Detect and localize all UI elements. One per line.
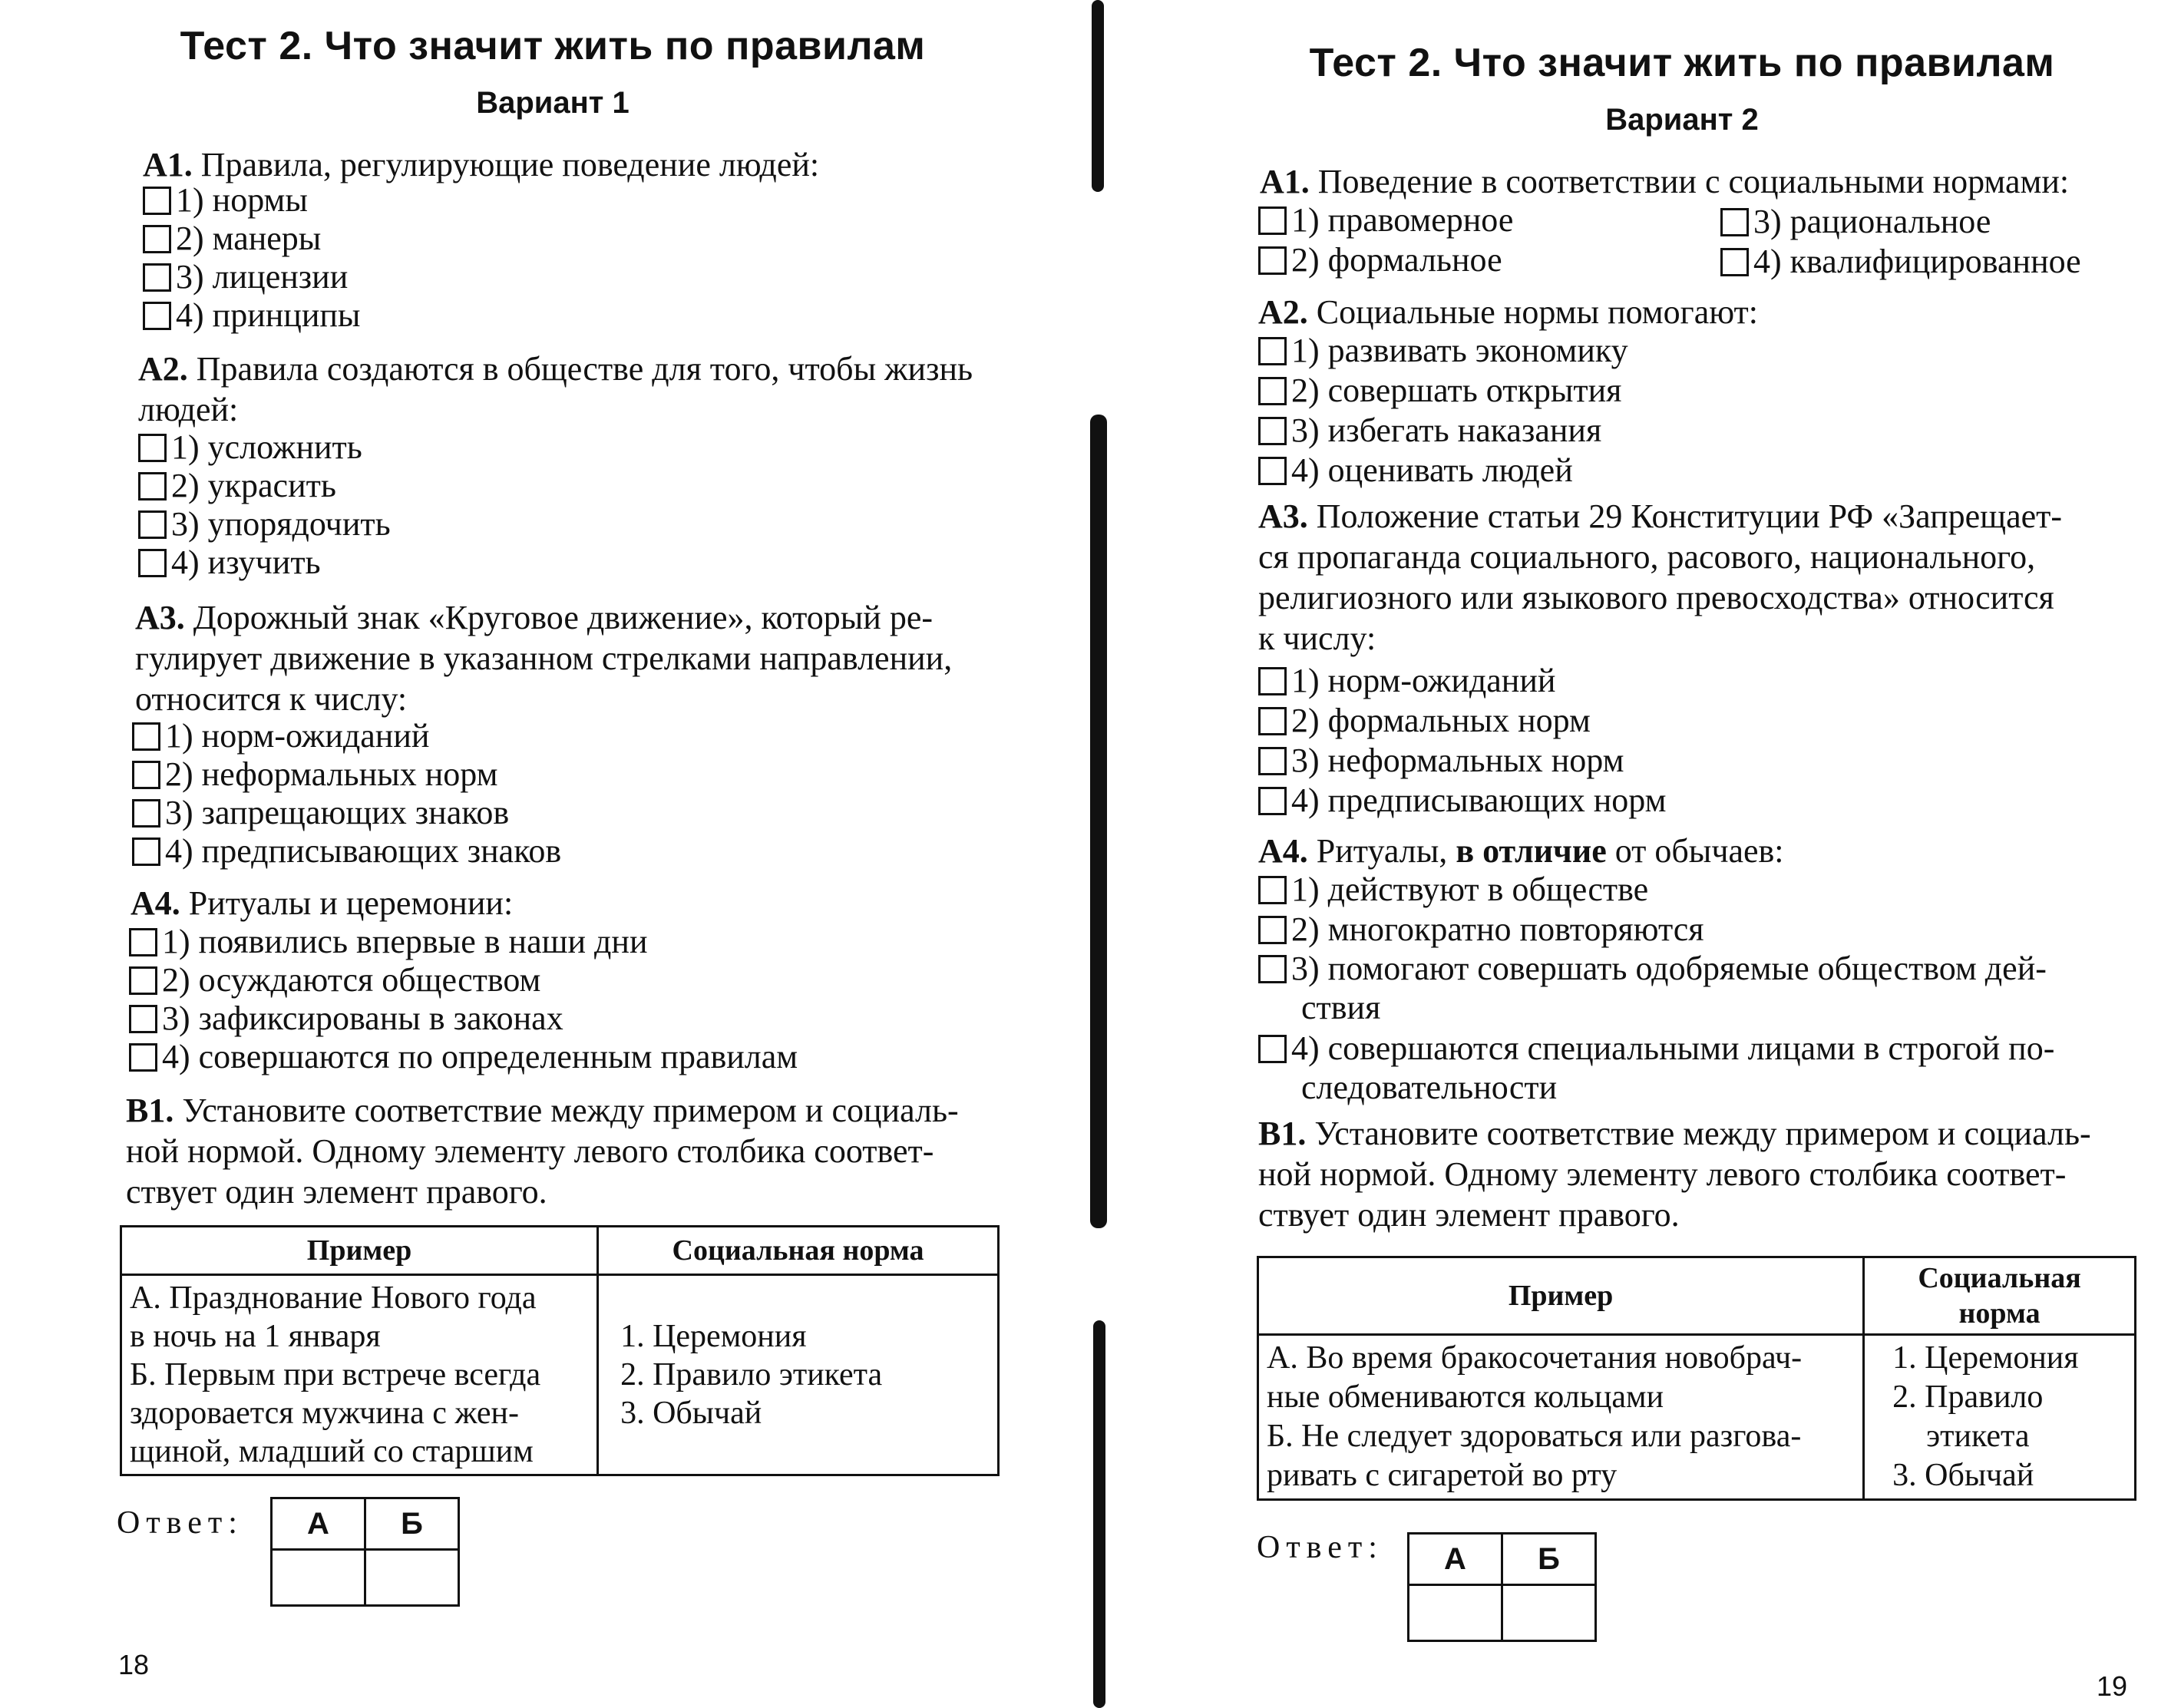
option-checkbox[interactable]: 1) нормы (143, 181, 308, 220)
answer-input-cell[interactable] (272, 1550, 365, 1606)
checkbox-square[interactable] (138, 510, 167, 539)
option-checkbox[interactable]: 4) совершаются по определенным правилам (129, 1038, 798, 1076)
checkbox-square[interactable] (1258, 1035, 1287, 1063)
answer-grid (1407, 1532, 1597, 1642)
variant-heading: Вариант 1 (476, 86, 630, 120)
question-b1: В1. Установите соответствие между примером и социаль- ной нормой. Одному элементу левого столбика соответ- ствует один элемент правого. (1258, 1115, 2091, 1234)
option-checkbox[interactable]: 1) действуют в обществе (1258, 871, 1648, 909)
answer-col-header: Б (1502, 1534, 1596, 1585)
answer-grid (270, 1497, 460, 1607)
page-number: 18 (118, 1649, 150, 1680)
option-checkbox[interactable]: 2) осуждаются обществом (129, 961, 540, 999)
answer-col-header: А (1409, 1534, 1502, 1585)
option-checkbox[interactable]: 4) принципы (143, 296, 361, 335)
page-left (0, 0, 1090, 1708)
checkbox-square[interactable] (129, 928, 157, 956)
answer-col-header: Б (365, 1498, 459, 1550)
checkbox-square[interactable] (1258, 206, 1287, 235)
variant-heading: Вариант 2 (1605, 103, 1759, 137)
checkbox-square[interactable] (1258, 787, 1287, 815)
option-checkbox[interactable]: 2) украсить (138, 467, 336, 505)
checkbox-square[interactable] (138, 434, 167, 462)
option-checkbox[interactable]: 1) норм-ожиданий (132, 717, 429, 755)
question-b1: В1. Установите соответствие между примером и социаль- ной нормой. Одному элементу левого столбика соответ- ствует один элемент правого. (126, 1092, 959, 1211)
option-checkbox[interactable]: 1) усложнить (138, 428, 362, 467)
question-a3: А3. Положение статьи 29 Конституции РФ «Запрещает- ся пропаганда социального, расового, национального, религиозного или языкового превосходства» относится к числу: (1258, 497, 2063, 657)
answer-input-cell[interactable] (1502, 1585, 1596, 1641)
checkbox-square[interactable] (1258, 955, 1287, 983)
option-checkbox[interactable]: 3) помогают совершать одобряемые обществом дей- ствия (1258, 949, 2047, 1027)
option-checkbox[interactable]: 4) изучить (138, 543, 321, 582)
option-checkbox[interactable]: 4) оценивать людей (1258, 451, 1573, 490)
question-a1: А1. Поведение в соответствии с социальными нормами: (1260, 163, 2070, 200)
checkbox-square[interactable] (138, 549, 167, 577)
option-checkbox[interactable]: 3) неформальных норм (1258, 742, 1624, 780)
checkbox-square[interactable] (129, 1005, 157, 1033)
question-a4: А4. Ритуалы, в отличие от обычаев: (1258, 832, 1784, 870)
page-right (1091, 0, 2181, 1708)
checkbox-square[interactable] (1258, 246, 1287, 275)
option-checkbox[interactable]: 4) предписывающих знаков (132, 832, 561, 871)
option-checkbox[interactable]: 2) многократно повторяются (1258, 910, 1703, 949)
checkbox-square[interactable] (129, 1043, 157, 1072)
answer-col-header: А (272, 1498, 365, 1550)
option-checkbox[interactable]: 1) правомерное (1258, 201, 1513, 240)
option-checkbox[interactable]: 1) развивать экономику (1258, 332, 1628, 370)
checkbox-square[interactable] (132, 799, 160, 828)
checkbox-square[interactable] (1258, 337, 1287, 365)
checkbox-square[interactable] (1258, 667, 1287, 695)
option-checkbox[interactable]: 3) зафиксированы в законах (129, 999, 563, 1038)
option-checkbox[interactable]: 3) запрещающих знаков (132, 794, 509, 832)
option-checkbox[interactable]: 3) избегать наказания (1258, 411, 1601, 450)
checkbox-square[interactable] (143, 225, 171, 253)
checkbox-square[interactable] (143, 187, 171, 215)
checkbox-square[interactable] (1258, 876, 1287, 904)
option-checkbox[interactable]: 4) предписывающих норм (1258, 781, 1666, 820)
question-a4: А4. Ритуалы и церемонии: (131, 884, 514, 922)
checkbox-square[interactable] (132, 837, 160, 866)
table-header-norm: Социальная норма (1864, 1257, 2136, 1335)
option-checkbox[interactable]: 3) упорядочить (138, 505, 391, 543)
question-a3: А3. Дорожный знак «Круговое движение», который ре- гулирует движение в указанном стрелками направлении, относится к числу: (135, 599, 953, 718)
checkbox-square[interactable] (132, 761, 160, 789)
table-header-norm: Социальная норма (598, 1227, 999, 1275)
checkbox-square[interactable] (143, 263, 171, 292)
checkbox-square[interactable] (143, 302, 171, 330)
option-checkbox[interactable]: 2) формальных норм (1258, 702, 1591, 740)
option-checkbox[interactable]: 2) неформальных норм (132, 755, 497, 794)
option-checkbox[interactable]: 1) норм-ожиданий (1258, 662, 1555, 700)
option-checkbox[interactable]: 2) формальное (1258, 241, 1502, 279)
table-header-example: Пример (121, 1227, 598, 1275)
checkbox-square[interactable] (1258, 747, 1287, 775)
matching-table (1257, 1256, 2136, 1501)
checkbox-square[interactable] (1258, 417, 1287, 445)
table-cell-norms: 1. Церемония 2. Правило этикета 3. Обычай (598, 1275, 999, 1475)
answer-input-cell[interactable] (365, 1550, 459, 1606)
checkbox-square[interactable] (1258, 377, 1287, 405)
option-checkbox[interactable]: 2) манеры (143, 220, 321, 258)
checkbox-square[interactable] (132, 722, 160, 751)
answer-label: Ответ: (1257, 1530, 1383, 1565)
checkbox-square[interactable] (1258, 916, 1287, 944)
checkbox-square[interactable] (1258, 707, 1287, 735)
option-checkbox[interactable]: 3) рациональное (1720, 203, 1991, 241)
checkbox-square[interactable] (129, 966, 157, 995)
option-checkbox[interactable]: 2) совершать открытия (1258, 372, 1621, 410)
option-checkbox[interactable]: 3) лицензии (143, 258, 348, 296)
checkbox-square[interactable] (1720, 208, 1749, 236)
table-cell-norms: 1. Церемония 2. Правило этикета 3. Обычай (1864, 1335, 2136, 1500)
checkbox-square[interactable] (1720, 248, 1749, 276)
table-cell-examples: А. Во время бракосочетания новобрач- ные обмениваются кольцами Б. Не следует здороваться или разгова- ривать с сигаретой во рту (1258, 1335, 1864, 1500)
option-checkbox[interactable]: 4) квалифицированное (1720, 243, 2081, 281)
page-title: Тест 2. Что значит жить по правилам (1309, 41, 2055, 85)
option-checkbox[interactable]: 1) появились впервые в наши дни (129, 923, 648, 961)
checkbox-square[interactable] (1258, 457, 1287, 485)
question-a2: А2. Социальные нормы помогают: (1258, 293, 1758, 331)
question-a2: А2. Правила создаются в обществе для того, чтобы жизнь людей: (138, 350, 973, 428)
page-number: 19 (2097, 1670, 2128, 1702)
checkbox-square[interactable] (138, 472, 167, 501)
table-cell-examples: А. Празднование Нового года в ночь на 1 января Б. Первым при встрече всегда здоровается мужчина с жен- щиной, младший со старшим (121, 1275, 598, 1475)
answer-label: Ответ: (117, 1505, 243, 1541)
matching-table (120, 1225, 1000, 1476)
page-title: Тест 2. Что значит жить по правилам (180, 24, 926, 68)
option-checkbox[interactable]: 4) совершаются специальными лицами в строгой по- следовательности (1258, 1029, 2054, 1107)
answer-input-cell[interactable] (1409, 1585, 1502, 1641)
question-a1: А1. Правила, регулирующие поведение людей: (143, 146, 820, 183)
table-header-example: Пример (1258, 1257, 1864, 1335)
